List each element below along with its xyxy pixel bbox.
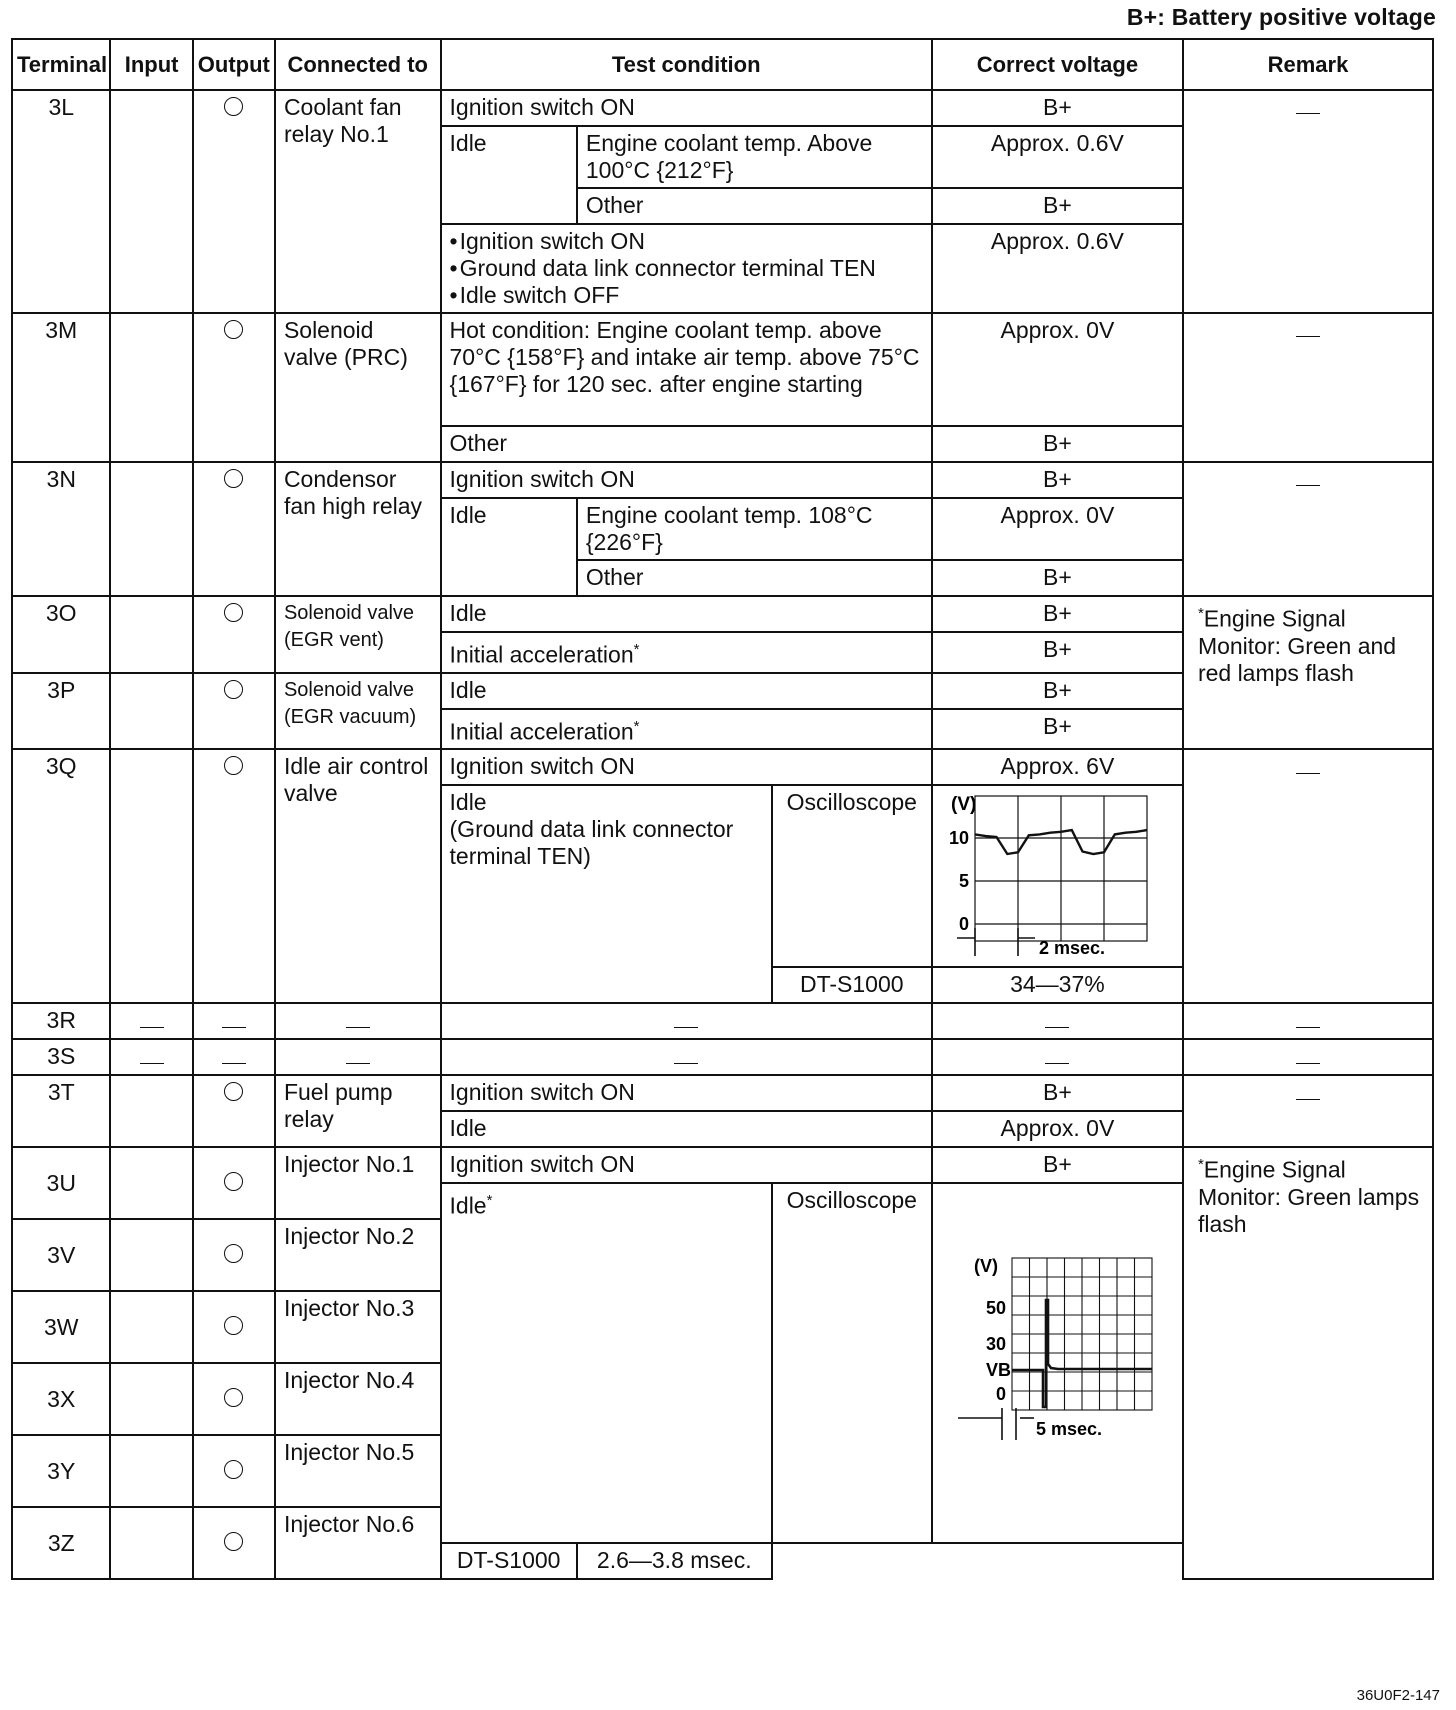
output-cell [193,596,275,673]
output-circle-icon [224,97,243,116]
test-subcondition: Other [577,188,932,224]
test-condition: Ignition switch ON [441,90,932,126]
output-cell [193,1075,275,1147]
input-cell [110,90,192,313]
dash-icon [222,1063,246,1064]
connected-cell: Fuel pump relay [275,1075,441,1147]
remark-cell [1183,462,1433,596]
output-circle-icon [224,469,243,488]
terminal-cell: 3X [12,1363,110,1435]
header-test: Test condition [441,39,932,90]
terminal-cell: 3M [12,313,110,462]
output-circle-icon [224,1316,243,1335]
dash-icon [1296,1027,1320,1028]
row-3M [12,313,1433,426]
list-item: • Ground data link connector terminal TEN [450,255,923,282]
test-condition [441,1003,932,1039]
test-subcondition: Engine coolant temp. Above 100°C {212°F} [577,126,932,188]
voltage-cell: Approx. 0V [932,1111,1183,1147]
output-cell [193,1435,275,1507]
test-condition: Idle [441,1111,932,1147]
dash-icon [346,1063,370,1064]
condition-text: Initial acceleration [449,641,634,668]
connected-cell: Condensor fan high relay [275,462,441,596]
dash-icon [674,1063,698,1064]
connected-cell [275,1003,441,1039]
remark-cell [1183,1003,1433,1039]
condition-list [450,228,923,309]
output-cell [193,1039,275,1075]
remark-text: Engine Signal Monitor: Green lamps flash [1197,1156,1420,1237]
idle-air-scope-chart [939,788,1157,958]
time-div-label: 2 msec. [1038,938,1105,959]
input-cell [110,1147,192,1219]
voltage-cell: B+ [932,709,1183,750]
connected-cell: Idle air control valve [275,749,441,1003]
dash-icon [140,1063,164,1064]
input-cell [110,749,192,1003]
test-condition: Idle [441,596,932,632]
output-cell [193,462,275,596]
scope-label: Oscilloscope [772,785,932,967]
voltage-cell: B+ [932,1147,1183,1183]
remark-text: Engine Signal Monitor: Green and red lamps flash [1197,605,1397,686]
injector-scope-chart [948,1250,1166,1470]
input-cell [110,596,192,673]
dash-icon [674,1027,698,1028]
terminal-cell: 3Y [12,1435,110,1507]
condition-text: Initial acceleration [449,718,634,745]
voltage-cell: B+ [932,632,1183,673]
voltage-cell: Approx. 6V [932,749,1183,785]
dash-icon [1045,1063,1069,1064]
input-cell [110,1435,192,1507]
test-subcondition: Other [577,560,932,596]
test-condition: Idle [441,126,577,224]
terminal-cell: 3P [12,673,110,750]
list-item: • Ignition switch ON [450,228,923,255]
header-connected: Connected to [275,39,441,90]
dash-icon [1296,1099,1320,1100]
output-circle-icon [224,680,243,699]
remark-cell [1183,90,1433,313]
terminal-voltage-table [11,38,1434,1580]
terminal-cell: 3N [12,462,110,596]
scope-grid [975,796,1147,941]
dash-icon [140,1027,164,1028]
terminal-cell: 3T [12,1075,110,1147]
output-cell [193,313,275,462]
scope-waveform-cell [932,785,1183,967]
output-circle-icon [224,756,243,775]
asterisk: * [633,717,640,735]
row-3S [12,1039,1433,1075]
test-condition [441,785,772,1003]
y-tick-label: 0 [958,914,969,935]
connected-cell: Injector No.5 [275,1435,441,1507]
scope-waveform-cell [932,1183,1183,1543]
test-condition [441,224,932,313]
row-3N [12,462,1433,498]
output-circle-icon [224,1532,243,1551]
connected-cell [275,1039,441,1075]
header-row [12,39,1433,90]
scope-unit: (V) [974,1256,999,1277]
scope-unit: (V) [950,794,977,816]
output-cell [193,1147,275,1219]
test-condition: Ignition switch ON [441,1075,932,1111]
y-tick-label: 30 [986,1334,1007,1355]
test-condition: Ignition switch ON [441,749,932,785]
terminal-cell: 3V [12,1219,110,1291]
input-cell [110,1075,192,1147]
input-cell [110,1219,192,1291]
voltage-cell: Approx. 0V [932,498,1183,560]
test-condition: Idle [441,673,932,709]
time-div-marker [958,1408,1034,1440]
connected-cell: Solenoid valve (PRC) [275,313,441,462]
voltage-cell: B+ [932,426,1183,462]
header-output: Output [193,39,275,90]
time-div-label: 5 msec. [1036,1419,1103,1440]
asterisk: * [1197,1156,1204,1174]
y-tick-label: VB [986,1360,1012,1381]
dash-icon [1296,773,1320,774]
input-cell [110,1003,192,1039]
voltage-cell: B+ [932,1075,1183,1111]
condition-text: Idle [449,1192,487,1219]
legend: B+: Battery positive voltage [1126,4,1436,30]
voltage-cell: B+ [932,673,1183,709]
terminal-cell: 3L [12,90,110,313]
input-cell [110,1363,192,1435]
row-3O [12,596,1433,632]
voltage-cell: B+ [932,90,1183,126]
output-circle-icon [224,1388,243,1407]
row-3U [12,1147,1433,1183]
figure-code: 36U0F2-147 [1356,1687,1440,1704]
row-3R [12,1003,1433,1039]
voltage-cell: 34—37% [932,967,1183,1003]
y-tick-label: 0 [996,1384,1007,1405]
tester-label: DT-S1000 [441,1543,577,1579]
voltage-cell: B+ [932,188,1183,224]
remark-cell [1183,1075,1433,1147]
dash-icon [1296,485,1320,486]
dash-icon [1296,336,1320,337]
connected-cell: Injector No.4 [275,1363,441,1435]
connected-cell: Injector No.2 [275,1219,441,1291]
input-cell [110,313,192,462]
test-condition [441,1039,932,1075]
header-remark: Remark [1183,39,1433,90]
output-cell [193,1219,275,1291]
connected-cell: Injector No.6 [275,1507,441,1579]
test-condition: Hot condition: Engine coolant temp. above 70°C {158°F} and intake air temp. above 75°C {167°F} for 120 sec. after engine starting [441,313,932,426]
scope-label: Oscilloscope [772,1183,932,1543]
connected-cell: Solenoid valve (EGR vacuum) [275,673,441,750]
test-condition [441,709,932,750]
condition-idle: Idle [449,789,487,816]
asterisk: * [1197,605,1204,622]
voltage-cell: Approx. 0.6V [932,126,1183,188]
connected-cell: Coolant fan relay No.1 [275,90,441,313]
output-circle-icon [224,603,243,622]
scope-grid [1012,1258,1152,1410]
voltage-cell: 2.6—3.8 msec. [577,1543,772,1579]
condition-ten: (Ground data link connector terminal TEN) [449,816,734,870]
output-cell [193,1291,275,1363]
terminal-cell: 3R [12,1003,110,1039]
input-cell [110,1291,192,1363]
dash-icon [346,1027,370,1028]
connected-cell: Injector No.3 [275,1291,441,1363]
terminal-cell: 3O [12,596,110,673]
connected-cell: Solenoid valve (EGR vent) [275,596,441,673]
remark-cell [1183,1039,1433,1075]
output-circle-icon [224,1082,243,1101]
output-cell [193,749,275,1003]
output-circle-icon [224,1244,243,1263]
output-cell [193,1003,275,1039]
test-condition [441,632,932,673]
list-item: • Idle switch OFF [450,282,923,309]
y-tick-label: 50 [986,1298,1007,1319]
output-circle-icon [224,1460,243,1479]
terminal-cell: 3U [12,1147,110,1219]
voltage-cell: Approx. 0.6V [932,224,1183,313]
remark-cell [1183,749,1433,1003]
output-cell [193,1507,275,1579]
output-cell [193,673,275,750]
input-cell [110,1507,192,1579]
voltage-cell: Approx. 0V [932,313,1183,426]
tester-label: DT-S1000 [772,967,932,1003]
terminal-cell: 3Q [12,749,110,1003]
test-condition: Idle [441,498,577,596]
test-subcondition: Engine coolant temp. 108°C {226°F} [577,498,932,560]
header-input: Input [110,39,192,90]
terminal-cell: 3W [12,1291,110,1363]
row-3L [12,90,1433,126]
voltage-cell: B+ [932,596,1183,632]
voltage-cell [932,1003,1183,1039]
voltage-cell [932,1039,1183,1075]
test-condition: Ignition switch ON [441,462,932,498]
input-cell [110,673,192,750]
header-terminal: Terminal [12,39,110,90]
output-circle-icon [224,320,243,339]
test-condition: Ignition switch ON [441,1147,932,1183]
input-cell [110,1039,192,1075]
output-circle-icon [224,1172,243,1191]
dash-icon [222,1027,246,1028]
remark-cell [1183,596,1433,749]
voltage-cell: B+ [932,462,1183,498]
asterisk: * [486,1192,493,1210]
output-cell [193,90,275,313]
output-cell [193,1363,275,1435]
y-tick-label: 5 [958,871,969,892]
asterisk: * [633,641,640,658]
y-tick-label: 10 [948,828,969,849]
header-voltage: Correct voltage [932,39,1183,90]
terminal-cell: 3Z [12,1507,110,1579]
connected-cell: Injector No.1 [275,1147,441,1219]
test-condition: Other [441,426,932,462]
test-condition [441,1183,772,1543]
remark-cell [1183,1147,1433,1579]
dash-icon [1045,1027,1069,1028]
remark-cell [1183,313,1433,462]
terminal-cell: 3S [12,1039,110,1075]
input-cell [110,462,192,596]
dash-icon [1296,113,1320,114]
row-3Q [12,749,1433,785]
dash-icon [1296,1063,1320,1064]
voltage-cell: B+ [932,560,1183,596]
row-3T [12,1075,1433,1111]
